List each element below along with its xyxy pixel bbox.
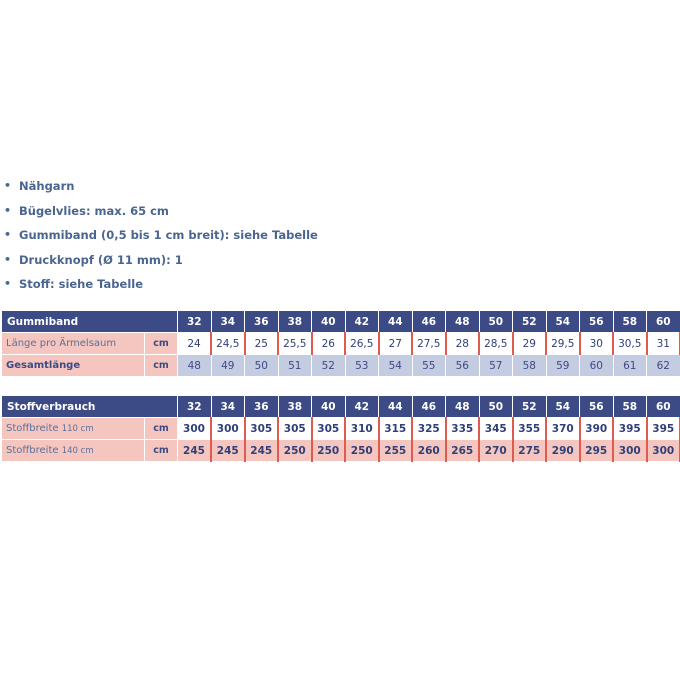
table-cell: 60 xyxy=(580,355,614,377)
size-header: 48 xyxy=(446,311,480,333)
row-label-text: Stoffbreite xyxy=(6,423,59,434)
table-cell: 305 xyxy=(312,418,346,440)
table-cell: 54 xyxy=(379,355,413,377)
bullet-icon: • xyxy=(4,277,12,291)
table-cell: 31 xyxy=(647,333,680,355)
table-cell: 24 xyxy=(178,333,212,355)
table-cell: 29 xyxy=(513,333,547,355)
table-cell: 345 xyxy=(479,418,513,440)
size-header: 42 xyxy=(345,311,379,333)
row-label xyxy=(2,440,145,462)
table-cell: 57 xyxy=(479,355,513,377)
table-row xyxy=(2,355,680,377)
size-header: 60 xyxy=(647,396,680,418)
size-header: 40 xyxy=(312,311,346,333)
table-cell: 25 xyxy=(245,333,279,355)
row-label xyxy=(2,355,145,377)
table-cell: 29,5 xyxy=(546,333,580,355)
size-header: 50 xyxy=(479,311,513,333)
size-header: 44 xyxy=(379,396,413,418)
material-text: Gummiband (0,5 bis 1 cm breit): siehe Tabelle xyxy=(19,228,318,243)
table-cell: 290 xyxy=(546,440,580,462)
size-header: 38 xyxy=(278,311,312,333)
row-label xyxy=(2,333,145,355)
table-cell: 245 xyxy=(178,440,212,462)
table-cell: 28 xyxy=(446,333,480,355)
row-label-text: Stoffbreite xyxy=(6,445,59,456)
row-unit: cm xyxy=(145,333,178,355)
table-cell: 49 xyxy=(211,355,245,377)
table-cell: 250 xyxy=(345,440,379,462)
size-header: 44 xyxy=(379,311,413,333)
size-header: 46 xyxy=(412,311,446,333)
table-cell: 295 xyxy=(580,440,614,462)
table-cell: 27,5 xyxy=(412,333,446,355)
size-header: 34 xyxy=(211,311,245,333)
table-cell: 260 xyxy=(412,440,446,462)
material-item xyxy=(4,176,318,201)
table-cell: 275 xyxy=(513,440,547,462)
material-text: Bügelvlies: max. 65 cm xyxy=(19,203,169,218)
table-cell: 250 xyxy=(312,440,346,462)
table-cell: 370 xyxy=(546,418,580,440)
table-cell: 355 xyxy=(513,418,547,440)
table-cell: 25,5 xyxy=(278,333,312,355)
size-header: 42 xyxy=(345,396,379,418)
table-cell: 315 xyxy=(379,418,413,440)
size-header: 50 xyxy=(479,396,513,418)
material-text: Stoff: siehe Tabelle xyxy=(19,277,144,292)
size-header: 56 xyxy=(580,311,614,333)
table-cell: 305 xyxy=(245,418,279,440)
size-header: 32 xyxy=(178,311,212,333)
material-item xyxy=(4,274,318,299)
table-row xyxy=(2,418,680,440)
table-cell: 335 xyxy=(446,418,480,440)
row-label xyxy=(2,418,145,440)
table-cell: 390 xyxy=(580,418,614,440)
bullet-icon: • xyxy=(4,179,12,192)
size-header: 36 xyxy=(245,311,279,333)
bullet-icon: • xyxy=(4,252,12,266)
size-header: 48 xyxy=(446,396,480,418)
table-cell: 58 xyxy=(513,355,547,377)
table-cell: 270 xyxy=(479,440,513,462)
size-header: 52 xyxy=(513,311,547,333)
table-cell: 395 xyxy=(647,418,680,440)
table-cell: 53 xyxy=(345,355,379,377)
table-cell: 245 xyxy=(211,440,245,462)
table-cell: 255 xyxy=(379,440,413,462)
row-unit: cm xyxy=(145,440,178,462)
table-cell: 24,5 xyxy=(211,333,245,355)
table-cell: 30,5 xyxy=(613,333,647,355)
table-cell: 26,5 xyxy=(345,333,379,355)
size-header: 58 xyxy=(613,311,647,333)
row-unit: cm xyxy=(145,355,178,377)
material-text: Nähgarn xyxy=(19,179,75,193)
materials-list xyxy=(4,176,318,299)
table-cell: 61 xyxy=(613,355,647,377)
size-header: 52 xyxy=(513,396,547,418)
size-header: 38 xyxy=(278,396,312,418)
material-text: Druckknopf (Ø 11 mm): 1 xyxy=(19,252,183,267)
table-cell: 300 xyxy=(613,440,647,462)
size-header: 54 xyxy=(546,396,580,418)
table-cell: 30 xyxy=(580,333,614,355)
row-label-text: Länge pro Ärmelsaum xyxy=(6,338,117,349)
size-header: 46 xyxy=(412,396,446,418)
table-cell: 325 xyxy=(412,418,446,440)
table-cell: 59 xyxy=(546,355,580,377)
table-header-row xyxy=(2,396,680,418)
size-header: 56 xyxy=(580,396,614,418)
table-title: Stoffverbrauch xyxy=(2,396,178,418)
table-row xyxy=(2,440,680,462)
table-cell: 265 xyxy=(446,440,480,462)
size-header: 40 xyxy=(312,396,346,418)
size-header: 58 xyxy=(613,396,647,418)
table-cell: 305 xyxy=(278,418,312,440)
table-cell: 26 xyxy=(312,333,346,355)
table-cell: 28,5 xyxy=(479,333,513,355)
table-cell: 55 xyxy=(412,355,446,377)
table-cell: 300 xyxy=(178,418,212,440)
table-cell: 48 xyxy=(178,355,212,377)
material-item xyxy=(4,201,318,226)
row-label-text: Gesamtlänge xyxy=(6,360,81,371)
row-unit: cm xyxy=(145,418,178,440)
table-cell: 395 xyxy=(613,418,647,440)
table-header-row xyxy=(2,311,680,333)
material-item xyxy=(4,250,318,275)
table-cell: 245 xyxy=(245,440,279,462)
table-cell: 52 xyxy=(312,355,346,377)
table-title: Gummiband xyxy=(2,311,178,333)
table-cell: 27 xyxy=(379,333,413,355)
bullet-icon: • xyxy=(4,203,12,217)
size-header: 54 xyxy=(546,311,580,333)
table-cell: 300 xyxy=(647,440,680,462)
table-cell: 250 xyxy=(278,440,312,462)
table-cell: 56 xyxy=(446,355,480,377)
row-label-width: 140 cm xyxy=(61,446,94,456)
row-label-width: 110 cm xyxy=(61,424,94,434)
table-cell: 62 xyxy=(647,355,680,377)
table-cell: 310 xyxy=(345,418,379,440)
table-cell: 51 xyxy=(278,355,312,377)
material-item xyxy=(4,225,318,250)
table-cell: 300 xyxy=(211,418,245,440)
size-header: 36 xyxy=(245,396,279,418)
size-header: 34 xyxy=(211,396,245,418)
size-header: 32 xyxy=(178,396,212,418)
stoffverbrauch-table xyxy=(1,395,680,462)
table-cell: 50 xyxy=(245,355,279,377)
size-header: 60 xyxy=(647,311,680,333)
bullet-icon: • xyxy=(4,228,12,242)
gummiband-table xyxy=(1,310,680,377)
table-row xyxy=(2,333,680,355)
